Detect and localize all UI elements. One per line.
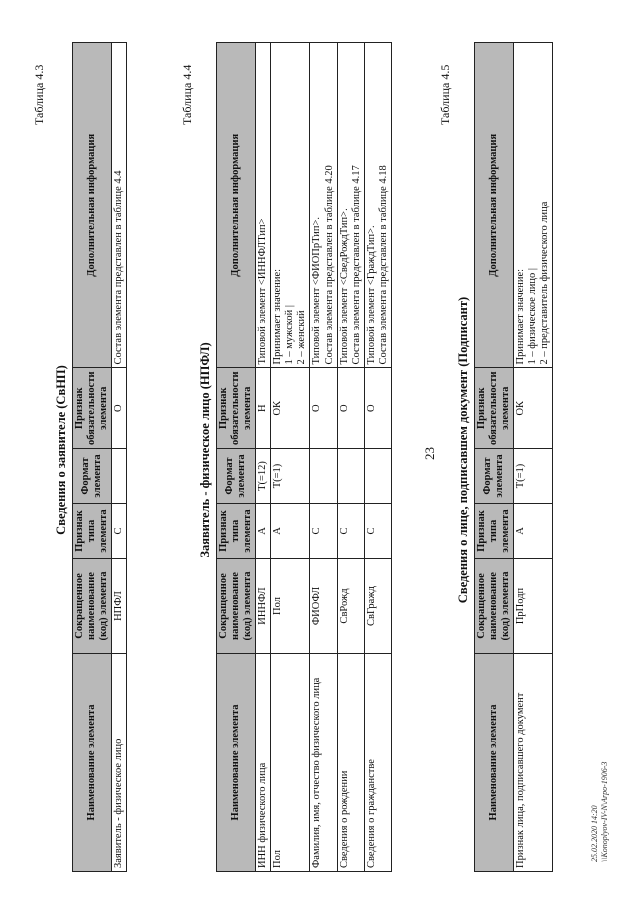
stamp-date: 25.02.2020 14:20: [590, 805, 599, 862]
cell-code: НПФЛ: [112, 559, 127, 654]
table-row: [310, 43, 337, 872]
table-4-5-label: Таблица 4.5: [438, 64, 452, 125]
info-line: 1 – мужской |: [284, 305, 296, 365]
table-row: [271, 43, 310, 872]
column-header: Наименование элемента: [73, 654, 112, 872]
column-header: Дополнительная информация: [217, 43, 256, 368]
table-row: [514, 43, 553, 872]
table-4-4: [216, 42, 392, 872]
column-header: Признак обязательности элемента: [217, 368, 256, 449]
column-header: Дополнительная информация: [73, 43, 112, 368]
cell-name: Сведения о рождении: [337, 654, 364, 872]
column-header: Наименование элемента: [475, 654, 514, 872]
cell-info: [364, 43, 391, 368]
table-header-row: [217, 43, 256, 872]
table-row: [364, 43, 391, 872]
cell-name: Фамилия, имя, отчество физического лица: [310, 654, 337, 872]
table-4-3-label: Таблица 4.3: [32, 64, 46, 125]
table-row: [112, 43, 127, 872]
info-line: Состав элемента представлен в таблице 4.18: [377, 165, 389, 365]
column-header: Наименование элемента: [217, 654, 256, 872]
info-line: Принимает значение:: [515, 268, 527, 365]
column-header: Признак типа элемента: [73, 504, 112, 559]
cell-type: С: [112, 504, 127, 559]
cell-type: С: [364, 504, 391, 559]
cell-format: T(=1): [514, 449, 553, 504]
info-line: 1 – физическое лицо |: [527, 267, 539, 365]
column-header: Сокращенное наименование (код) элемента: [475, 559, 514, 654]
table-header-row: [475, 43, 514, 872]
column-header: Сокращенное наименование (код) элемента: [73, 559, 112, 654]
cell-name: Заявитель - физическое лицо: [112, 654, 127, 872]
cell-type: А: [256, 504, 271, 559]
print-stamp: [590, 762, 609, 862]
cell-code: ПрПодп: [514, 559, 553, 654]
cell-code: ИННФЛ: [256, 559, 271, 654]
info-line: Типовой элемент <ФИОПрТип>.: [311, 216, 323, 365]
cell-info: [514, 43, 553, 368]
table-4-3: [72, 42, 127, 872]
info-line: 2 – женский: [296, 310, 308, 365]
cell-info: [337, 43, 364, 368]
column-header: Признак обязательности элемента: [73, 368, 112, 449]
column-header: Формат элемента: [475, 449, 514, 504]
page-number: 23: [422, 447, 437, 460]
stamp-path: \\Konoplyov-IV-N\Arpo-1906-3: [599, 761, 609, 862]
cell-code: СвГражд: [364, 559, 391, 654]
cell-info: Состав элемента представлен в таблице 4.4: [112, 43, 127, 368]
cell-required: ОК: [271, 368, 310, 449]
info-line: Принимает значение:: [272, 268, 284, 365]
cell-format: T(=1): [271, 449, 310, 504]
table-header-row: [73, 43, 112, 872]
rotated-content: [30, 20, 630, 880]
cell-code: Пол: [271, 559, 310, 654]
cell-info: Типовой элемент <ИННФЛТип>: [256, 43, 271, 368]
column-header: Признак типа элемента: [217, 504, 256, 559]
cell-name: ИНН физического лица: [256, 654, 271, 872]
cell-format: T(=12): [256, 449, 271, 504]
cell-format: [310, 449, 337, 504]
cell-required: Н: [256, 368, 271, 449]
cell-name: Признак лица, подписавшего документ: [514, 654, 553, 872]
cell-format: [112, 449, 127, 504]
info-line: Состав элемента представлен в таблице 4.20: [323, 165, 335, 365]
column-header: Признак обязательности элемента: [475, 368, 514, 449]
info-line: 2 – представитель физического лица: [539, 201, 551, 365]
cell-info: [310, 43, 337, 368]
cell-type: А: [271, 504, 310, 559]
table-4-5-title: Сведения о лице, подписавшем документ (Подписант): [456, 296, 470, 604]
column-header: Сокращенное наименование (код) элемента: [217, 559, 256, 654]
cell-format: [364, 449, 391, 504]
table-row: [256, 43, 271, 872]
cell-type: С: [310, 504, 337, 559]
cell-code: ФИОФЛ: [310, 559, 337, 654]
cell-type: С: [337, 504, 364, 559]
cell-required: О: [364, 368, 391, 449]
info-line: Состав элемента представлен в таблице 4.17: [350, 165, 362, 365]
cell-required: О: [337, 368, 364, 449]
cell-code: СвРожд: [337, 559, 364, 654]
column-header: Формат элемента: [73, 449, 112, 504]
cell-required: О: [112, 368, 127, 449]
table-row: [337, 43, 364, 872]
cell-name: Пол: [271, 654, 310, 872]
table-4-4-title: Заявитель - физическое лицо (НПФЛ): [198, 342, 212, 558]
cell-type: А: [514, 504, 553, 559]
table-4-4-label: Таблица 4.4: [180, 64, 194, 125]
column-header: Формат элемента: [217, 449, 256, 504]
cell-required: ОК: [514, 368, 553, 449]
info-line: Типовой элемент <ГраждТип>.: [365, 225, 377, 365]
info-line: Типовой элемент <СведРождТип>.: [338, 208, 350, 365]
cell-name: Сведения о гражданстве: [364, 654, 391, 872]
table-4-3-title: Сведения о заявителе (СвНП): [54, 365, 68, 535]
cell-required: О: [310, 368, 337, 449]
cell-info: [271, 43, 310, 368]
column-header: Признак типа элемента: [475, 504, 514, 559]
table-4-5: [474, 42, 553, 872]
cell-format: [337, 449, 364, 504]
column-header: Дополнительная информация: [475, 43, 514, 368]
